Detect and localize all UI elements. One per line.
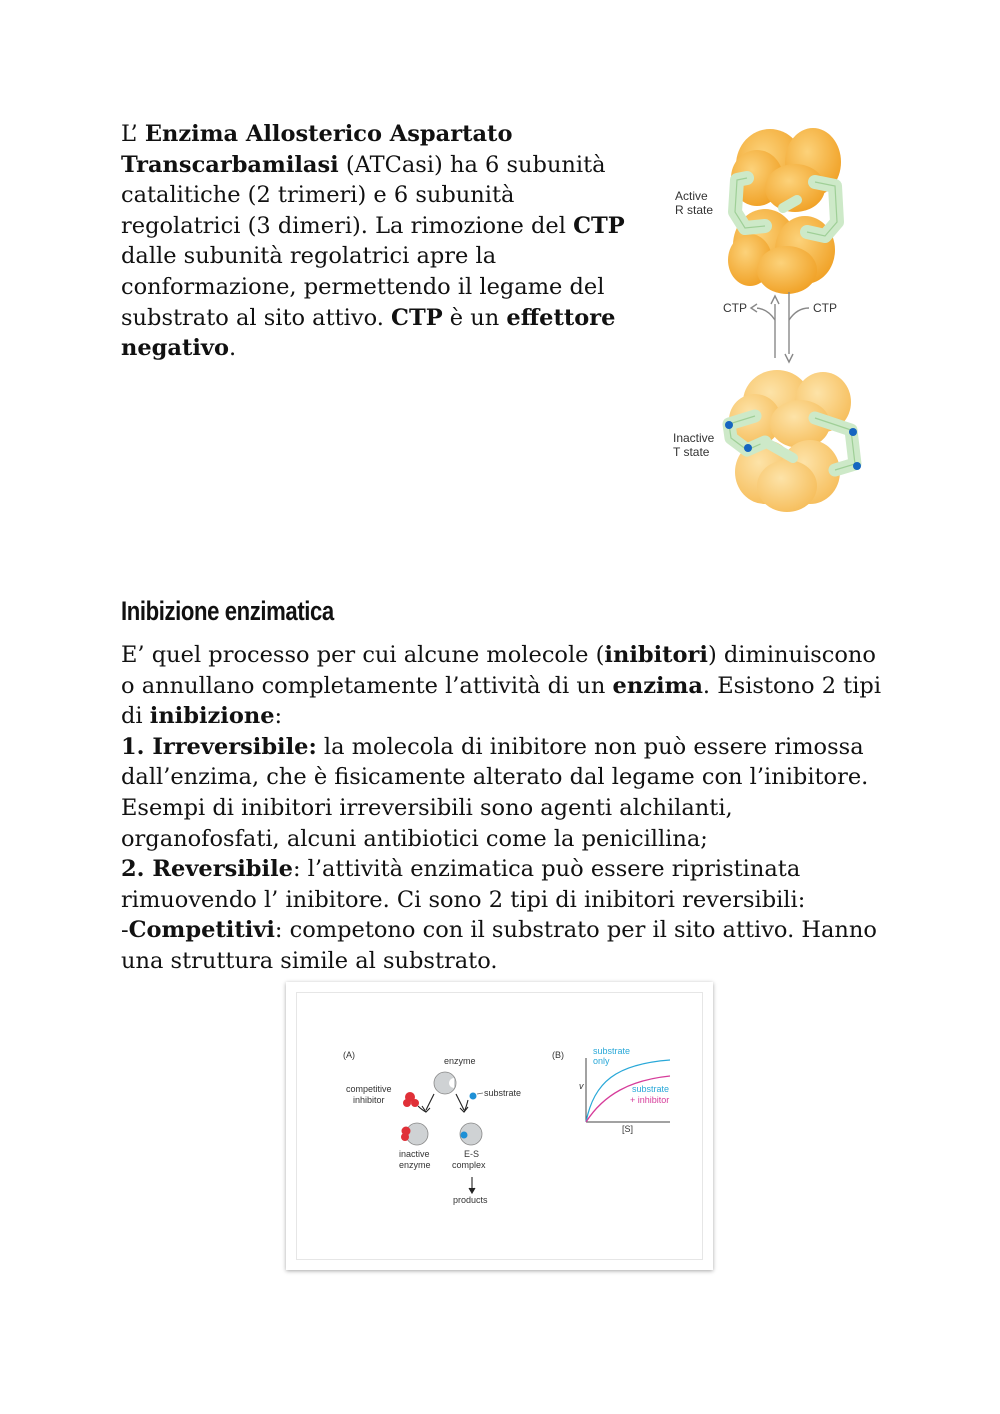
panel-a-label: (A) (343, 1050, 355, 1060)
def-bold-inhibition: inibizione (149, 703, 275, 730)
inactive-label-line2: T state (673, 445, 710, 459)
reversible-text: : l’attività enzimatica può essere ripristinata rimuovendo l’ inibitore. Ci sono 2 tipi di inibitori reversibili: (121, 856, 806, 913)
products-label: products (453, 1195, 488, 1205)
definition-paragraph (121, 640, 891, 732)
es-complex-label-1: E-S (464, 1149, 480, 1159)
intro-bold-enzyme-name: Enzima Allosterico Aspartato Transcarbamilasi (121, 121, 513, 178)
def-text-4: : (274, 703, 283, 730)
def-bold-inhibitors: inibitori (604, 642, 708, 668)
reversible-label: 2. Reversibile (121, 856, 293, 883)
reversible-item (121, 854, 891, 915)
curve-2-label-2: + inhibitor (630, 1095, 670, 1105)
irreversible-label: 1. Irreversibile: (121, 733, 317, 760)
competitive-item (121, 915, 891, 976)
atcase-allosteric-figure (665, 120, 880, 520)
enzyme-label: enzyme (444, 1056, 476, 1066)
irreversible-text: la molecola di inibitore non può essere rimossa dall’enzima, che è fisicamente alterato dal legame con l’inibitore. Esempi di inibitori irreversibili sono agenti alchilanti, organofosfati, alcuni antibiotici come la penicillina; (121, 733, 869, 852)
v-axis-label: v (579, 1081, 584, 1091)
free-enzyme-icon (434, 1072, 456, 1094)
ctp-left-label: CTP (723, 301, 747, 315)
intro-text-2: (ATCasi) ha 6 subunità catalitiche (2 trimeri) e 6 subunità regolatrici (3 dimeri). La rimozione del (121, 151, 606, 239)
inactive-enzyme-icon (401, 1123, 428, 1145)
inactive-t-state-complex (725, 370, 861, 512)
es-complex-label-2: complex (452, 1160, 486, 1170)
s-axis-label: [S] (622, 1124, 634, 1134)
ctp-equilibrium-arrows (751, 292, 809, 362)
competitive-inhibitor-label-2: inhibitor (353, 1095, 385, 1105)
curve-2-label-1: substrate (632, 1084, 670, 1094)
intro-text-4: è un (442, 304, 507, 331)
inactive-label-line1: Inactive (673, 431, 715, 445)
def-text-1: E’ quel processo per cui alcune molecole ( (121, 642, 605, 668)
competitive-dash: - (121, 917, 129, 944)
active-label-line2: R state (675, 203, 714, 217)
inhibition-body (121, 640, 891, 977)
inhibition-diagram-svg (286, 982, 713, 1270)
competitive-inhibition-figure (286, 982, 713, 1270)
section-heading: Inibizione enzimatica (121, 596, 334, 626)
substrate-label: substrate (484, 1088, 522, 1098)
inactive-enzyme-label-1: inactive (399, 1149, 430, 1159)
inhibitor-molecule-icon (403, 1092, 419, 1107)
intro-bold-ctp-1: CTP (573, 212, 625, 239)
curve-1-label-2: only (593, 1056, 610, 1066)
competitive-inhibitor-label-1: competitive (346, 1084, 392, 1094)
irreversible-item (121, 732, 891, 854)
curve-1-label-1: substrate (593, 1046, 631, 1056)
def-text-3: . Esistono 2 tipi di (121, 672, 882, 730)
intro-text-1: L’ (121, 121, 145, 147)
panel-b-label: (B) (552, 1050, 564, 1060)
intro-bold-ctp-2: CTP (391, 304, 443, 331)
intro-paragraph (121, 119, 641, 364)
active-r-state-complex (728, 128, 841, 294)
es-complex-icon (460, 1123, 482, 1145)
intro-bold-negative-effector: effettore negativo (121, 304, 616, 362)
inactive-enzyme-label-2: enzyme (399, 1160, 431, 1170)
def-bold-enzyme: enzima (612, 672, 703, 699)
substrate-dot-icon (470, 1093, 477, 1100)
competitive-label: Competitivi (128, 917, 275, 944)
competitive-text: : competono con il substrato per il sito attivo. Hanno una struttura simile al substrato. (121, 917, 877, 974)
def-text-2: ) diminuiscono o annullano completamente l’attività di un (121, 642, 876, 699)
intro-text-3: dalle subunità regolatrici apre la conformazione, permettendo il legame del substrato al sito attivo. (121, 243, 605, 331)
intro-text-5: . (229, 335, 237, 362)
active-label-line1: Active (675, 189, 708, 203)
ctp-right-label: CTP (813, 301, 837, 315)
